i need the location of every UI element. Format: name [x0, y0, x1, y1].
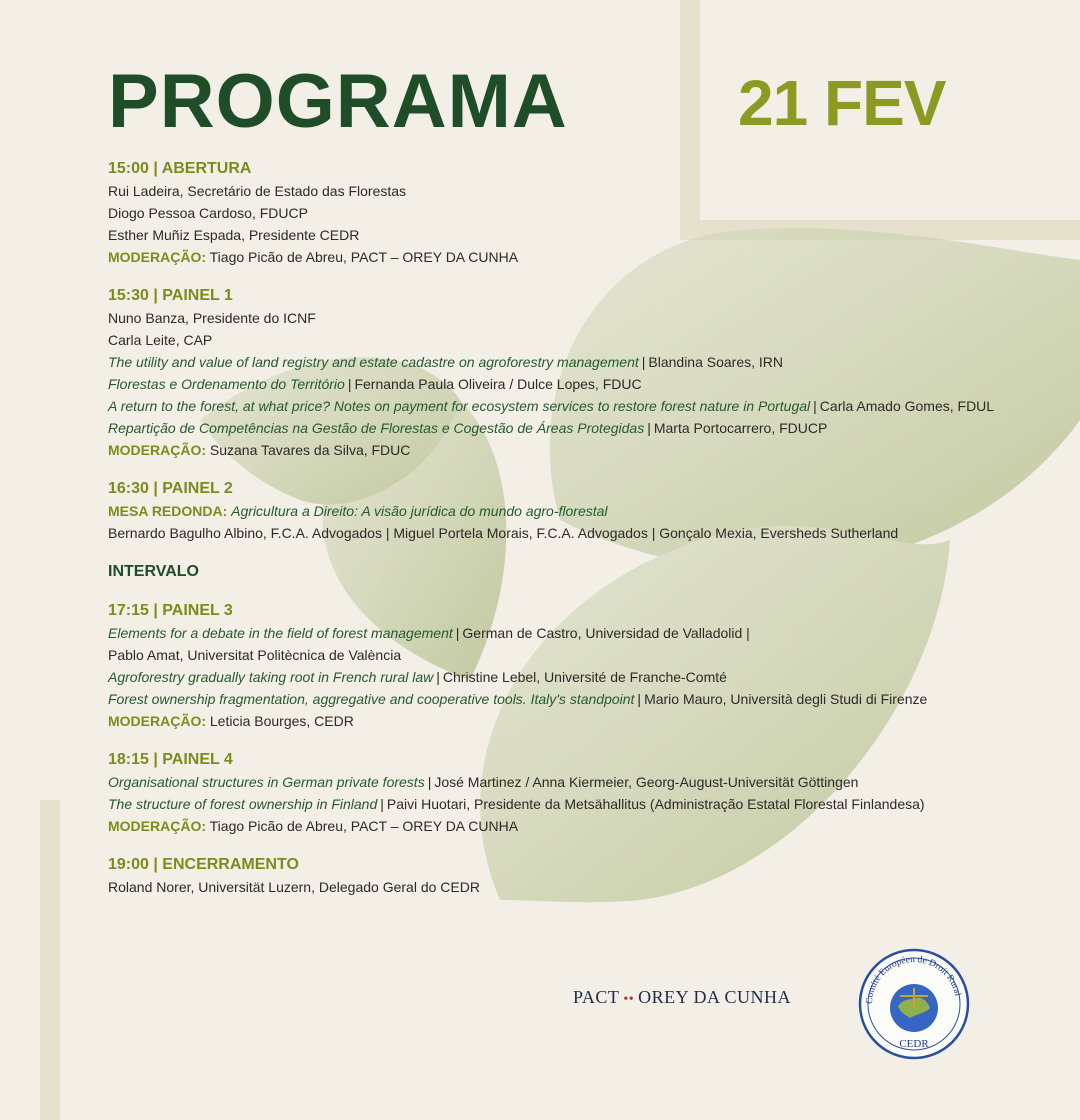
- session-heading: 15:00 | ABERTURA: [108, 160, 252, 177]
- page-title: PROGRAMA: [108, 59, 568, 144]
- talk-title: Elements for a debate in the field of forest management: [108, 625, 453, 641]
- moderation-label: MODERAÇÃO:: [108, 818, 206, 834]
- speaker-line: [108, 373, 1068, 395]
- moderation-line: [108, 500, 1068, 522]
- session-heading: 16:30 | PAINEL 2: [108, 480, 233, 497]
- session-block: [108, 561, 1068, 583]
- talk-title: Florestas e Ordenamento do Território: [108, 376, 345, 392]
- speaker-line: [108, 522, 1068, 544]
- speaker-text: Diogo Pessoa Cardoso, FDUCP: [108, 205, 308, 221]
- session-heading: INTERVALO: [108, 563, 199, 580]
- separator: |: [436, 669, 440, 685]
- pact-orey-da-cunha-logo: PACT •• OREY DA CUNHA: [573, 987, 792, 1007]
- separator: |: [647, 420, 651, 436]
- separator: |: [813, 398, 817, 414]
- speaker-line: [108, 771, 1068, 793]
- speaker-line: [108, 329, 1068, 351]
- speaker-text: Mario Mauro, Università degli Studi di Firenze: [644, 691, 928, 707]
- speaker-text: Leticia Bourges, CEDR: [209, 713, 354, 729]
- speaker-text: German de Castro, Universidad de Valladolid |: [462, 625, 750, 641]
- event-date: 21 FEV: [738, 67, 946, 139]
- speaker-text: Tiago Picão de Abreu, PACT – OREY DA CUNHA: [209, 818, 519, 834]
- speaker-text: Blandina Soares, IRN: [648, 354, 784, 370]
- cedr-seal-logo: [858, 948, 970, 1060]
- speaker-text: Marta Portocarrero, FDUCP: [653, 420, 828, 436]
- speaker-line: [108, 202, 1068, 224]
- session-heading: 18:15 | PAINEL 4: [108, 751, 233, 768]
- moderation-line: [108, 815, 1068, 837]
- separator: |: [380, 796, 384, 812]
- program-schedule: [108, 158, 1068, 915]
- speaker-line: [108, 644, 1068, 666]
- talk-title: Organisational structures in German private forests: [108, 774, 425, 790]
- speaker-text: Nuno Banza, Presidente do ICNF: [108, 310, 316, 326]
- talk-title: Agricultura a Direito: A visão jurídica do mundo agro-florestal: [231, 503, 608, 519]
- moderation-line: [108, 439, 1068, 461]
- talk-title: The utility and value of land registry and estate cadastre on agroforestry management: [108, 354, 639, 370]
- speaker-line: [108, 666, 1068, 688]
- speaker-line: [108, 395, 1068, 417]
- speaker-text: Fernanda Paula Oliveira / Dulce Lopes, FDUC: [354, 376, 642, 392]
- svg-text:Comité Européen de Droit Rural: Comité Européen de Droit Rural: [864, 954, 963, 1005]
- moderation-label: MODERAÇÃO:: [108, 249, 206, 265]
- speaker-line: [108, 180, 1068, 202]
- session-heading: 19:00 | ENCERRAMENTO: [108, 856, 299, 873]
- speaker-line: [108, 307, 1068, 329]
- moderation-line: [108, 246, 1068, 268]
- speaker-text: Carla Amado Gomes, FDUL: [819, 398, 995, 414]
- speaker-line: [108, 351, 1068, 373]
- separator: |: [455, 625, 460, 641]
- session-heading: 15:30 | PAINEL 1: [108, 287, 233, 304]
- speaker-line: [108, 224, 1068, 246]
- speaker-text: Esther Muñiz Espada, Presidente CEDR: [108, 227, 360, 243]
- speaker-text: Christine Lebel, Université de Franche-Comté: [442, 669, 727, 685]
- separator: |: [637, 691, 642, 707]
- speaker-text: Suzana Tavares da Silva, FDUC: [209, 442, 411, 458]
- session-block: [108, 749, 1068, 837]
- session-block: [108, 854, 1068, 898]
- moderation-label: MODERAÇÃO:: [108, 442, 206, 458]
- svg-text:CEDR: CEDR: [899, 1038, 929, 1050]
- moderation-label: MODERAÇÃO:: [108, 713, 206, 729]
- speaker-line: [108, 793, 1068, 815]
- speaker-line: [108, 876, 1068, 898]
- talk-title: A return to the forest, at what price? Notes on payment for ecosystem services to restore forest nature in Portugal: [108, 398, 811, 414]
- separator: |: [347, 376, 352, 392]
- moderation-line: [108, 710, 1068, 732]
- session-block: [108, 158, 1068, 268]
- session-block: [108, 478, 1068, 544]
- moderation-label: MESA REDONDA:: [108, 503, 228, 519]
- speaker-line: [108, 417, 1068, 439]
- talk-title: Agroforestry gradually taking root in French rural law: [108, 669, 434, 685]
- speaker-line: [108, 622, 1068, 644]
- talk-title: The structure of forest ownership in Finland: [108, 796, 378, 812]
- speaker-line: [108, 688, 1068, 710]
- speaker-text: Paivi Huotari, Presidente da Metsähallitus (Administração Estatal Florestal Finlandesa): [386, 796, 925, 812]
- session-heading: 17:15 | PAINEL 3: [108, 602, 233, 619]
- speaker-text: Roland Norer, Universität Luzern, Delegado Geral do CEDR: [108, 879, 480, 895]
- speaker-text: Pablo Amat, Universitat Politècnica de València: [108, 647, 402, 663]
- session-block: [108, 285, 1068, 461]
- session-block: [108, 600, 1068, 732]
- talk-title: Forest ownership fragmentation, aggregative and cooperative tools. Italy's standpoint: [108, 691, 635, 707]
- speaker-text: José Martinez / Anna Kiermeier, Georg-August-Universität Göttingen: [434, 774, 859, 790]
- talk-title: Repartição de Competências na Gestão de Florestas e Cogestão de Áreas Protegidas: [108, 420, 645, 436]
- speaker-text: Bernardo Bagulho Albino, F.C.A. Advogados | Miguel Portela Morais, F.C.A. Advogados | Gonçalo Mexia, Eversheds Sutherland: [108, 525, 899, 541]
- speaker-text: Rui Ladeira, Secretário de Estado das Florestas: [108, 183, 407, 199]
- speaker-text: Carla Leite, CAP: [108, 332, 213, 348]
- separator: |: [427, 774, 432, 790]
- speaker-text: Tiago Picão de Abreu, PACT – OREY DA CUNHA: [209, 249, 519, 265]
- separator: |: [641, 354, 646, 370]
